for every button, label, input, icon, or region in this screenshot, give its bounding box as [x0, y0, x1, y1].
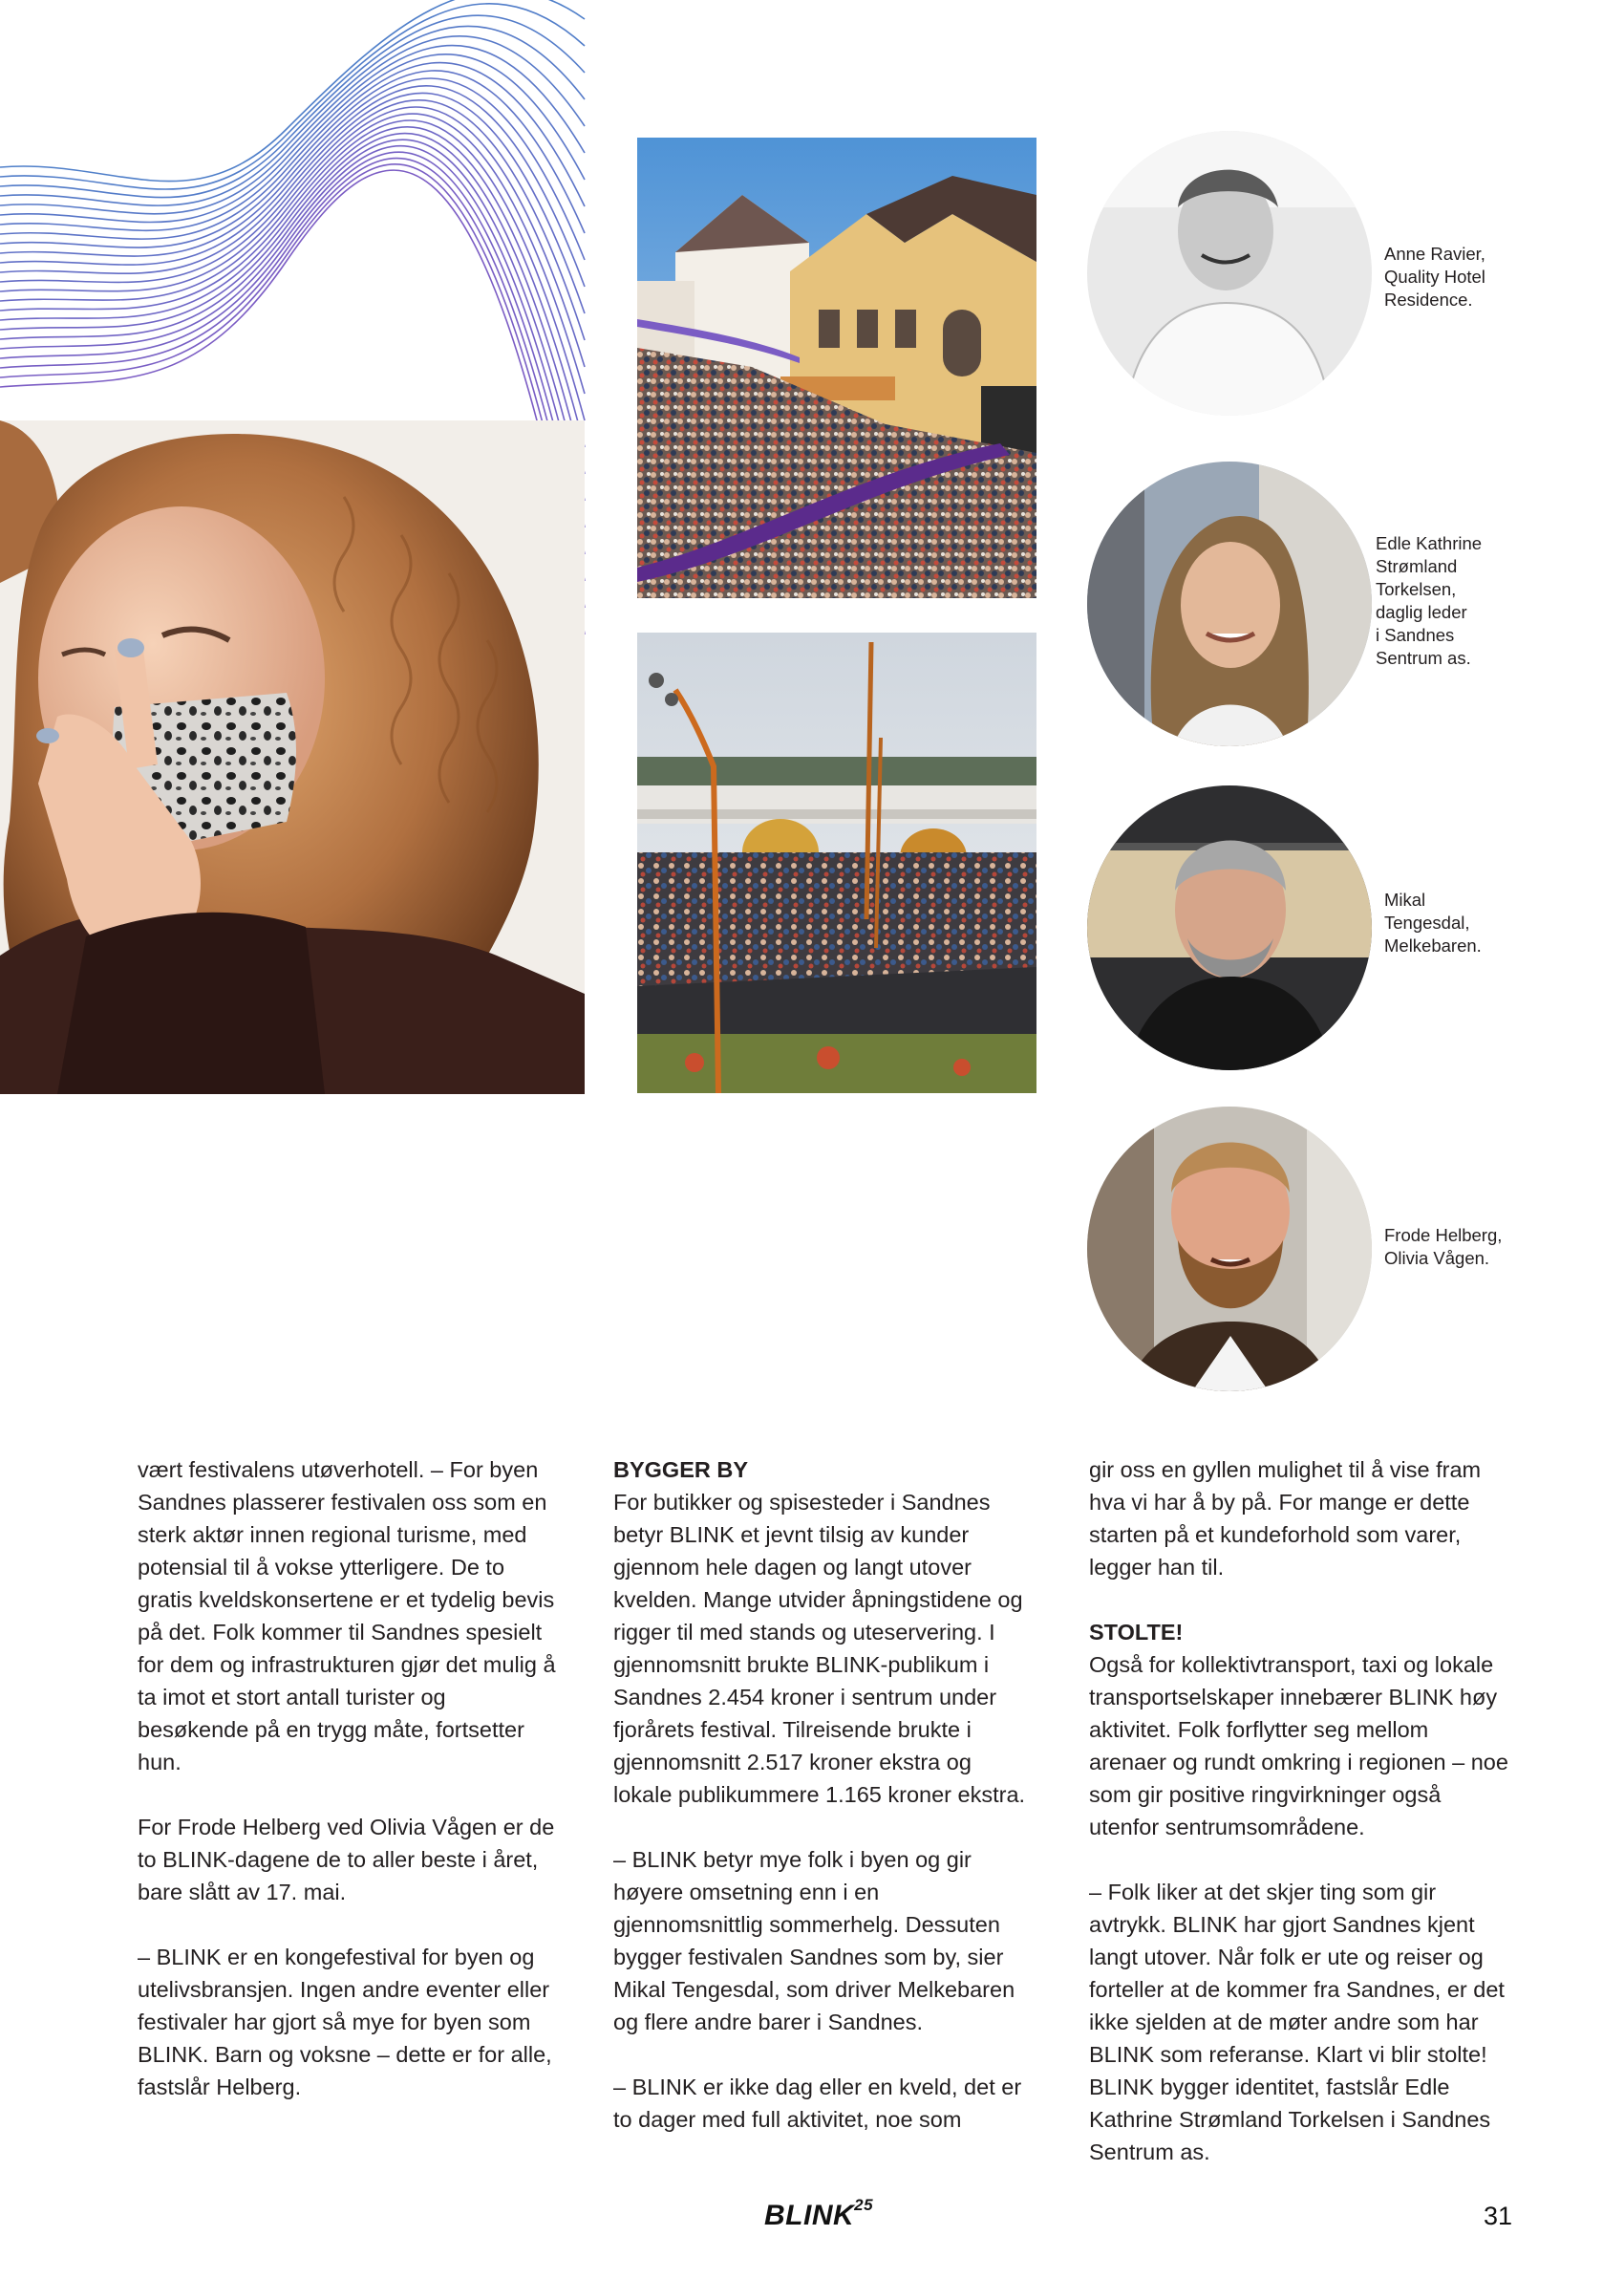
wave-line: [0, 71, 585, 247]
portrait-frode-helberg: [1087, 1107, 1372, 1391]
page-number: 31: [1484, 2202, 1513, 2230]
photo-festival-street: [637, 138, 1036, 598]
subheading-bygger-by: BYGGER BY: [613, 1457, 749, 1482]
article-column-3: [1089, 1453, 1509, 2168]
column2-paragraph-1: For butikker og spisesteder i Sandnes betyr BLINK et jevnt tilsig av kunder gjennom hele dagen og langt utover kvelden. Mange utvider åpningstidene og rigger til med stands og uteservering. I gjennomsnitt brukte BLINK-publikum i Sandnes 2.454 kroner i sentrum under fjorårets festival. Tilreisende brukte i gjennomsnitt 2.517 kroner ekstra og lokale publikummere 1.165 kroner ekstra.: [613, 1490, 1026, 1807]
blink-logo: [764, 2196, 874, 2232]
hero-photo-woman-laughing: [0, 420, 585, 1094]
caption-mikal-tengesdal: Mikal Tengesdal, Melkebaren.: [1384, 890, 1482, 956]
column1-paragraph-2: For Frode Helberg ved Olivia Vågen er de to BLINK-dagene de to aller beste i året, bare slått av 17. mai.: [138, 1815, 555, 1904]
column1-paragraph-3: – BLINK er en kongefestival for byen og utelivsbransjen. Ingen andre eventer eller festivaler har gjort så mye for byen som BLINK. Barn og voksne – dette er for alle, fastslår Helberg.: [138, 1945, 552, 2099]
blink-logo-year: 25: [854, 2196, 874, 2214]
caption-edle-kathrine: Edle Kathrine Strømland Torkelsen, daglig leder i Sandnes Sentrum as.: [1376, 533, 1483, 668]
wave-line: [0, 54, 585, 231]
article-column-1: [138, 1453, 558, 2103]
column2-paragraph-3: – BLINK er ikke dag eller en kveld, det er to dager med full aktivitet, noe som: [613, 2075, 1022, 2132]
wave-line: [0, 15, 585, 197]
column1-paragraph-1: vært festivalens utøverhotell. – For byen Sandnes plasserer festivalen oss som en sterk aktør innen regional turisme, med potensial til å vokse ytterligere. De to gratis kveldskonsertene er et tydelig bevis på det. Folk kommer til Sandnes spesielt for dem og infrastrukturen gjør det mulig å ta imot et stort antall turister og besøkende på en trygg måte, fortsetter hun.: [138, 1457, 556, 1774]
column2-paragraph-2: – BLINK betyr mye folk i byen og gir høyere omsetning enn i en gjennomsnittlig sommerhelg. Dessuten bygger festivalen Sandnes som by, sier Mikal Tengesdal, som driver Melkebaren og flere andre barer i Sandnes.: [613, 1847, 1015, 2034]
portrait-edle-kathrine: [1087, 462, 1372, 746]
article-column-2: [613, 1453, 1034, 2136]
wave-line: [0, 0, 585, 182]
column3-paragraph-2: Også for kollektivtransport, taxi og lokale transportselskaper innebærer BLINK høy aktivitet. Folk forflytter seg mellom arenaer og rundt omkring i regionen – noe som gir positive ringvirkninger også utenfor sentrumsområdene.: [1089, 1652, 1508, 1839]
caption-anne-ravier: Anne Ravier, Quality Hotel Residence.: [1384, 244, 1485, 310]
wave-line: [0, 36, 585, 214]
wave-line: [0, 120, 585, 420]
column3-paragraph-1: gir oss en gyllen mulighet til å vise fram hva vi har å by på. For mange er dette starten på et kundeforhold som varer, legger han til.: [1089, 1457, 1482, 1580]
blink-logo-text: BLINK: [764, 2200, 855, 2231]
column3-paragraph-3: – Folk liker at det skjer ting som gir avtrykk. BLINK har gjort Sandnes kjent langt utover. Når folk er ute og reiser og forteller at de kommer fra Sandnes, er det ikke sjelden at de møter andre som har BLINK som referanse. Klart vi blir stolte! BLINK bygger identitet, fastslår Edle Kathrine Strømland Torkelsen i Sandnes Sentrum as.: [1089, 1880, 1505, 2164]
portrait-mikal-tengesdal: [1087, 785, 1372, 1070]
portrait-anne-ravier: [1087, 131, 1372, 416]
caption-frode-helberg: Frode Helberg, Olivia Vågen.: [1384, 1225, 1503, 1268]
subheading-stolte: STOLTE!: [1089, 1620, 1184, 1645]
photo-festival-square: [637, 633, 1036, 1093]
